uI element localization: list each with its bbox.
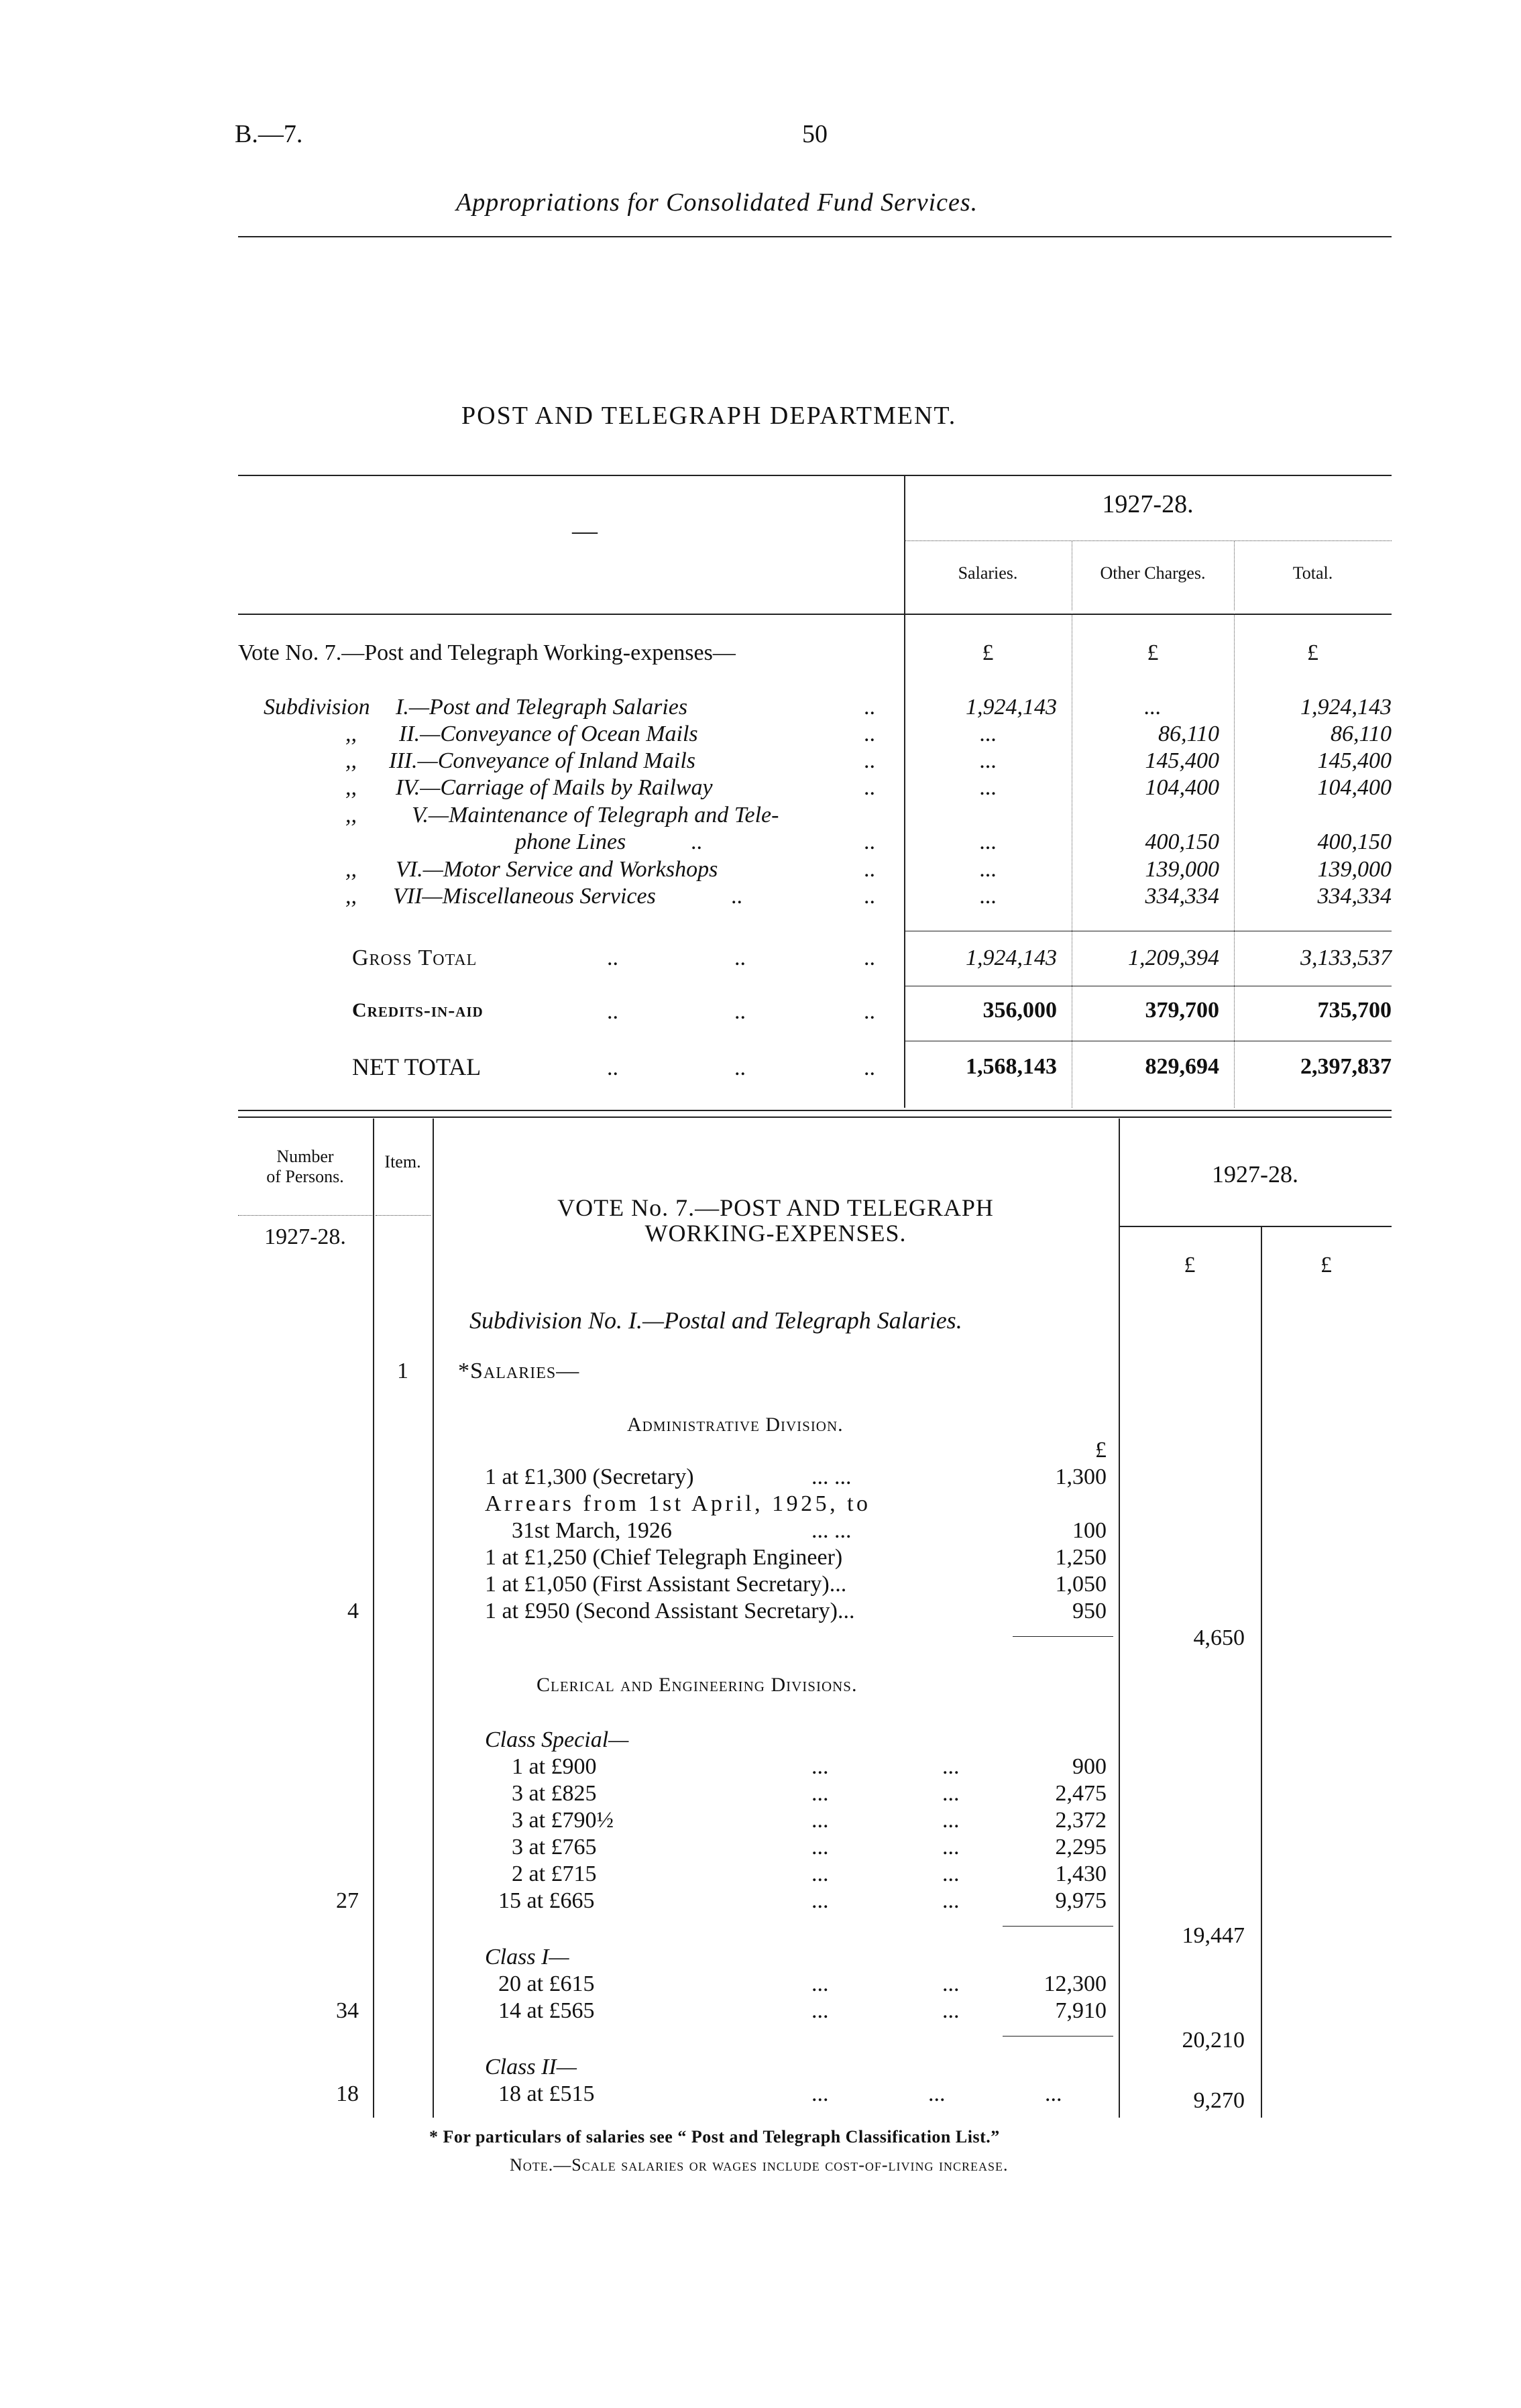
currency: £ [1320,1253,1332,1277]
administrative-division-heading: Administrative Division. [627,1414,844,1436]
subtotal: 9,270 [1193,2088,1245,2113]
persons-divider [373,1119,374,2118]
summary-header-rule [238,614,1392,615]
salary-line: 1 at £1,050 (First Assistant Secretary)... [485,1572,847,1597]
row-other: 139,000 [1145,857,1219,882]
persons-count: 4 [347,1599,359,1623]
salary-line: 3 at £825 [512,1781,597,1806]
dot-leader: ... [942,1888,960,1913]
net-total: 2,397,837 [1300,1054,1392,1079]
class-special-heading: Class Special— [485,1727,629,1752]
page-code: B.—7. [235,120,303,148]
row-label: VI.—Motor Service and Workshops [396,857,718,882]
salary-amount: 100 [1072,1518,1107,1543]
col-persons: of Persons. [266,1167,344,1186]
row-other: 400,150 [1145,829,1219,854]
gross-salaries: 1,924,143 [966,945,1057,970]
running-title: Appropriations for Consolidated Fund Services. [456,188,978,217]
subtotal: 4,650 [1193,1625,1245,1650]
currency: £ [982,640,994,665]
row-total: 86,110 [1331,722,1392,746]
credits-other: 379,700 [1145,998,1219,1023]
dot-leader: ... [811,1998,829,2023]
salary-amount: 12,300 [1044,1971,1107,1996]
persons-count: 34 [336,1998,359,2023]
col-item: Item. [384,1152,421,1171]
row-total: 145,400 [1317,748,1392,773]
row-salaries: ... [979,775,997,800]
department-title: POST AND TELEGRAPH DEPARTMENT. [461,402,957,430]
salary-line: 3 at £765 [512,1835,597,1859]
salary-amount: 2,295 [1055,1835,1107,1859]
dot-leader: ... [942,1998,960,2023]
dot-leader: ... [942,1835,960,1859]
summary-year: 1927-28. [1102,490,1194,518]
detail-year: 1927-28. [1212,1161,1298,1188]
dot-leader: ... [811,1808,829,1833]
salary-amount: 1,430 [1055,1861,1107,1886]
dot-leader: ... [811,1754,829,1779]
dot-leader: ... [811,1835,829,1859]
salary-line: 1 at £950 (Second Assistant Secretary)... [485,1599,855,1623]
persons-year: 1927-28. [264,1224,346,1249]
dot-leader: ... [942,1754,960,1779]
subtotal: 19,447 [1182,1923,1245,1948]
salary-amount: 7,910 [1055,1998,1107,2023]
row-label: III.—Conveyance of Inland Mails [389,748,695,773]
salary-line: 15 at £665 [498,1888,595,1913]
persons-count: 27 [336,1888,359,1913]
dot-leader: ... [942,1861,960,1886]
salary-amount: 1,050 [1055,1572,1107,1597]
salary-amount: 2,475 [1055,1781,1107,1806]
row-prefix: ,, [345,748,357,773]
note: Note.—Scale salaries or wages include cost-of-living increase. [510,2155,1009,2175]
dot-leader: ... [811,1781,829,1806]
summary-top-rule [238,475,1392,476]
row-prefix: ,, [345,857,357,882]
salary-line: 3 at £790½ [512,1808,614,1833]
footnote: * For particulars of salaries see “ Post and Telegraph Classification List.” [429,2127,1000,2146]
col-salaries: Salaries. [958,563,1018,583]
row-total: 1,924,143 [1300,695,1392,720]
subdivision-heading: Subdivision No. I.—Postal and Telegraph Salaries. [469,1307,962,1334]
currency: £ [1147,640,1159,665]
credits-salaries: 356,000 [982,998,1057,1023]
row-other: 86,110 [1158,722,1219,746]
salary-amount: 9,975 [1055,1888,1107,1913]
gross-total: 3,133,537 [1300,945,1392,970]
row-salaries: 1,924,143 [966,695,1057,720]
class-2-heading: Class II— [485,2055,577,2079]
row-label: V.—Maintenance of Telegraph and Tele- [412,803,779,827]
row-total: 104,400 [1317,775,1392,800]
summary-bottom-rule [238,1110,1392,1111]
row-prefix: ,, [345,722,357,746]
dot-leader: ... [811,1971,829,1996]
row-salaries: ... [979,857,997,882]
row-salaries: ... [979,829,997,854]
persons-count: 18 [336,2081,359,2106]
dot-leader: ... [942,1781,960,1806]
currency: £ [1307,640,1318,665]
credits-total: 735,700 [1317,998,1392,1023]
dot-leader: ... [811,1861,829,1886]
col-other-charges: Other Charges. [1100,563,1206,583]
gross-total-label: Gross Total [352,945,477,970]
dot-leader: ... [811,1888,829,1913]
subtotal: 20,210 [1182,2028,1245,2053]
salary-line: 20 at £615 [498,1971,595,1996]
row-label-cont: phone Lines [515,829,626,854]
row-total: 400,150 [1317,829,1392,854]
salary-line: Arrears from 1st April, 1925, to [485,1491,871,1516]
salary-line: 14 at £565 [498,1998,595,2023]
row-salaries: ... [979,722,997,746]
salary-line: 31st March, 1926 [512,1518,672,1543]
row-prefix: ,, [345,775,357,800]
page-number: 50 [802,120,828,148]
row-other: 104,400 [1145,775,1219,800]
row-label: IV.—Carriage of Mails by Railway [396,775,713,800]
row-total: 334,334 [1317,884,1392,909]
vote-label: Vote No. 7.—Post and Telegraph Working-expenses— [238,640,736,665]
salary-amount: 900 [1072,1754,1107,1779]
row-salaries: ... [979,884,997,909]
row-label: II.—Conveyance of Ocean Mails [399,722,698,746]
item-divider [433,1119,434,2118]
amount-col-divider [1261,1227,1262,2118]
row-salaries: ... [979,748,997,773]
currency: £ [1184,1253,1196,1277]
dot-leader: ... ... [811,1465,852,1489]
row-other: ... [1144,695,1162,720]
row-total: 139,000 [1317,857,1392,882]
row-other: 145,400 [1145,748,1219,773]
salary-amount: 950 [1072,1599,1107,1623]
header-rule [238,236,1392,237]
currency: £ [1095,1438,1107,1463]
dot-leader: ... ... [811,1518,852,1543]
salary-amount: 2,372 [1055,1808,1107,1833]
row-prefix: Subdivision [264,695,370,720]
summary-dash: — [572,517,598,545]
dot-leader: ... [942,1808,960,1833]
salaries-heading: *Salaries— [458,1359,580,1383]
salary-line: 1 at £1,250 (Chief Telegraph Engineer) [485,1545,843,1570]
col-number: Number [276,1147,334,1166]
row-other: 334,334 [1145,884,1219,909]
salary-amount: 1,250 [1055,1545,1107,1570]
credits-label: Credits-in-aid [352,999,484,1021]
net-total-label: NET TOTAL [352,1053,482,1080]
dot-leader: ... [942,1971,960,1996]
net-other: 829,694 [1145,1054,1219,1079]
salary-line: 1 at £1,300 (Secretary) [485,1465,694,1489]
dot-leader: ... ... ... [811,2081,1062,2106]
row-prefix: ,, [345,884,357,909]
row-label: VII—Miscellaneous Services [393,884,656,909]
gross-other: 1,209,394 [1128,945,1219,970]
col-total: Total. [1292,563,1333,583]
vote-title-cont: WORKING-EXPENSES. [644,1220,907,1247]
salary-amount: 1,300 [1055,1465,1107,1489]
row-prefix: ,, [345,803,357,827]
vote-title: VOTE No. 7.—POST AND TELEGRAPH [557,1194,994,1221]
clerical-engineering-heading: Clerical and Engineering Divisions. [537,1674,858,1696]
item-number: 1 [397,1359,408,1383]
row-label: I.—Post and Telegraph Salaries [396,695,688,720]
salary-line: 18 at £515 [498,2081,595,2106]
net-salaries: 1,568,143 [966,1054,1057,1079]
salary-line: 2 at £715 [512,1861,597,1886]
salary-line: 1 at £900 [512,1754,597,1779]
class-1-heading: Class I— [485,1945,569,1969]
